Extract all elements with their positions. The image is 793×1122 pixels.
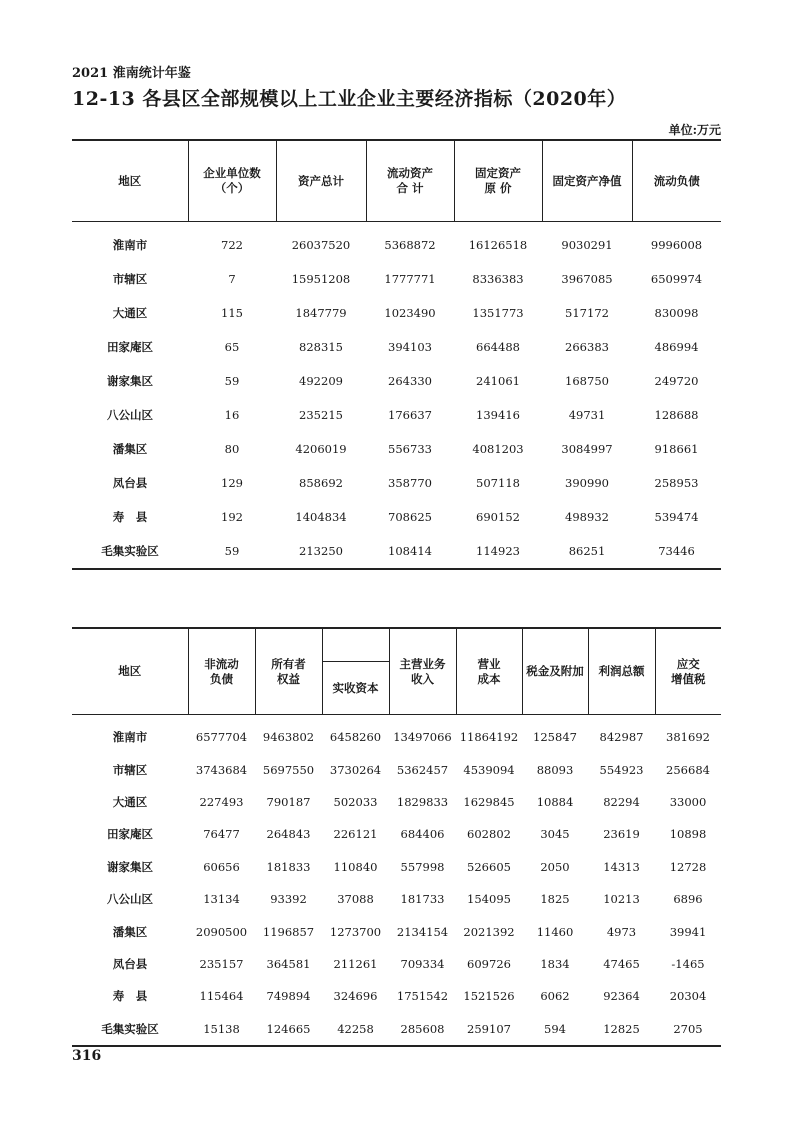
table-cell: 15138 bbox=[203, 1021, 240, 1036]
table-cell: 664488 bbox=[476, 340, 520, 354]
table-cell: 918661 bbox=[654, 442, 699, 456]
table-cell: 12728 bbox=[669, 859, 707, 874]
col-header-enterprises: 企业单位数 （个） bbox=[188, 140, 276, 222]
table-cell: 249720 bbox=[654, 374, 699, 388]
table-cell: 80 bbox=[224, 442, 240, 456]
table-cell: 10884 bbox=[536, 794, 574, 809]
table-cell: -1465 bbox=[671, 956, 705, 971]
col-header-vat: 应交 增值税 bbox=[655, 628, 721, 715]
table-row bbox=[72, 786, 721, 818]
table-row bbox=[72, 948, 721, 980]
table-cell: 59 bbox=[224, 544, 240, 558]
table-cell: 1825 bbox=[540, 892, 570, 907]
row-label: 寿 县 bbox=[112, 510, 148, 524]
table-cell: 749894 bbox=[266, 989, 311, 1004]
book-title: 2021 淮南统计年鉴 bbox=[72, 66, 191, 81]
table-cell: 2705 bbox=[673, 1021, 703, 1036]
table-cell: 722 bbox=[221, 238, 243, 252]
table-cell: 73446 bbox=[658, 544, 695, 558]
table-cell: 4539094 bbox=[463, 762, 515, 777]
row-label: 谢家集区 bbox=[107, 374, 153, 388]
table-cell: 6896 bbox=[673, 892, 703, 907]
table-row bbox=[72, 980, 721, 1012]
table-cell: 256684 bbox=[666, 762, 710, 777]
table-row bbox=[72, 753, 721, 785]
table-cell: 60656 bbox=[203, 859, 240, 874]
table-cell: 3730264 bbox=[329, 762, 382, 777]
row-label: 潘集区 bbox=[112, 442, 148, 456]
table-cell: 114923 bbox=[476, 544, 520, 558]
table-cell: 92364 bbox=[603, 989, 640, 1004]
table-row bbox=[72, 883, 721, 915]
table-cell: 5697550 bbox=[262, 762, 315, 777]
row-label: 淮南市 bbox=[112, 730, 148, 745]
table-cell: 10213 bbox=[603, 892, 640, 907]
table-cell: 1351773 bbox=[472, 306, 524, 320]
table-cell: 1751542 bbox=[396, 989, 449, 1004]
table-cell: 1629845 bbox=[463, 794, 515, 809]
col-header-current-assets: 流动资产 合 计 bbox=[366, 140, 454, 222]
table-cell: 11864192 bbox=[459, 730, 519, 745]
table-cell: 5368872 bbox=[384, 238, 436, 252]
table-cell: 6458260 bbox=[329, 730, 382, 745]
row-label: 市辖区 bbox=[112, 762, 148, 777]
table-row bbox=[72, 398, 721, 432]
table-cell: 264330 bbox=[388, 374, 432, 388]
table-cell: 16126518 bbox=[468, 238, 528, 252]
table-cell: 394103 bbox=[388, 340, 432, 354]
col-header-blank bbox=[322, 628, 389, 662]
table-cell: 26037520 bbox=[291, 238, 351, 252]
table-cell: 526605 bbox=[467, 859, 511, 874]
row-label: 毛集实验区 bbox=[101, 1021, 159, 1036]
table-row bbox=[72, 222, 721, 263]
table-cell: 37088 bbox=[337, 892, 374, 907]
table-cell: 6509974 bbox=[650, 272, 703, 286]
row-label: 田家庵区 bbox=[107, 340, 153, 354]
table-2-body bbox=[72, 715, 721, 1046]
table-row bbox=[72, 534, 721, 569]
col-header-region: 地区 bbox=[72, 628, 188, 715]
table-cell: 9996008 bbox=[650, 238, 703, 252]
table-cell: 139416 bbox=[476, 408, 520, 422]
table-cell: 115 bbox=[221, 306, 243, 320]
table-cell: 830098 bbox=[654, 306, 699, 320]
table-cell: 33000 bbox=[669, 794, 707, 809]
table-cell: 129 bbox=[221, 476, 243, 490]
col-header-net-fixed-assets: 固定资产净值 bbox=[542, 140, 632, 222]
table-cell: 6062 bbox=[540, 989, 570, 1004]
col-header-operating-cost: 营业 成本 bbox=[456, 628, 522, 715]
table-cell: 110840 bbox=[333, 859, 378, 874]
table-cell: 709334 bbox=[400, 956, 445, 971]
table-cell: 2050 bbox=[540, 859, 570, 874]
table-cell: 259107 bbox=[467, 1021, 511, 1036]
table-cell: 842987 bbox=[599, 730, 644, 745]
table-cell: 20304 bbox=[669, 989, 707, 1004]
indicators-table-2 bbox=[72, 627, 721, 1047]
col-header-total-assets: 资产总计 bbox=[276, 140, 366, 222]
table-cell: 1834 bbox=[540, 956, 570, 971]
table-cell: 539474 bbox=[654, 510, 699, 524]
table-row bbox=[72, 500, 721, 534]
table-row bbox=[72, 851, 721, 883]
table-cell: 82294 bbox=[603, 794, 640, 809]
table-cell: 609726 bbox=[467, 956, 511, 971]
table-cell: 65 bbox=[224, 340, 240, 354]
table-cell: 12825 bbox=[603, 1021, 640, 1036]
table-cell: 168750 bbox=[565, 374, 609, 388]
table-cell: 13497066 bbox=[393, 730, 452, 745]
row-label: 凤台县 bbox=[112, 956, 148, 971]
table-cell: 181733 bbox=[400, 892, 445, 907]
table-cell: 6577704 bbox=[195, 730, 248, 745]
col-header-taxes: 税金及附加 bbox=[522, 628, 588, 715]
table-row bbox=[72, 262, 721, 296]
table-cell: 684406 bbox=[400, 827, 445, 842]
row-label: 八公山区 bbox=[107, 408, 153, 422]
table-cell: 3084997 bbox=[561, 442, 613, 456]
row-label: 谢家集区 bbox=[107, 859, 153, 874]
col-header-paid-in-capital: 实收资本 bbox=[322, 662, 389, 715]
table-row bbox=[72, 466, 721, 500]
table-cell: 181833 bbox=[266, 859, 311, 874]
table-cell: 9463802 bbox=[262, 730, 315, 745]
col-header-current-liabilities: 流动负债 bbox=[632, 140, 721, 222]
table-cell: 502033 bbox=[333, 794, 378, 809]
table-cell: 5362457 bbox=[396, 762, 449, 777]
table-cell: 76477 bbox=[203, 827, 240, 842]
table-cell: 59 bbox=[224, 374, 240, 388]
table-cell: 192 bbox=[221, 510, 243, 524]
col-header-fixed-assets: 固定资产 原 价 bbox=[454, 140, 542, 222]
table-cell: 2134154 bbox=[396, 924, 449, 939]
table-cell: 4973 bbox=[606, 924, 637, 939]
table-cell: 1404834 bbox=[295, 510, 347, 524]
table-cell: 42258 bbox=[337, 1021, 374, 1036]
table-cell: 211261 bbox=[333, 956, 378, 971]
table-cell: 858692 bbox=[299, 476, 343, 490]
table-cell: 4081203 bbox=[472, 442, 524, 456]
table-cell: 3743684 bbox=[195, 762, 248, 777]
table-row bbox=[72, 818, 721, 850]
table-cell: 2021392 bbox=[463, 924, 515, 939]
table-cell: 1847779 bbox=[295, 306, 347, 320]
table-cell: 7 bbox=[228, 272, 236, 286]
table-cell: 381692 bbox=[666, 730, 710, 745]
table-cell: 507118 bbox=[476, 476, 520, 490]
table-cell: 554923 bbox=[599, 762, 644, 777]
table-cell: 708625 bbox=[388, 510, 432, 524]
row-label: 田家庵区 bbox=[107, 827, 153, 842]
table-cell: 47465 bbox=[603, 956, 640, 971]
table-cell: 557998 bbox=[400, 859, 445, 874]
table-title: 12-13 各县区全部规模以上工业企业主要经济指标（2020年） bbox=[72, 88, 627, 110]
table-cell: 49731 bbox=[568, 408, 606, 422]
table-cell: 128688 bbox=[654, 408, 699, 422]
table-cell: 1273700 bbox=[329, 924, 382, 939]
table-cell: 39941 bbox=[669, 924, 707, 939]
table-cell: 517172 bbox=[565, 306, 609, 320]
row-label: 八公山区 bbox=[107, 892, 153, 907]
table-1-header bbox=[72, 140, 721, 222]
table-row bbox=[72, 915, 721, 947]
table-row bbox=[72, 1013, 721, 1046]
table-cell: 13134 bbox=[203, 892, 240, 907]
table-cell: 14313 bbox=[603, 859, 640, 874]
table-cell: 226121 bbox=[333, 827, 378, 842]
table-cell: 9030291 bbox=[561, 238, 613, 252]
table-cell: 1023490 bbox=[384, 306, 436, 320]
table-cell: 828315 bbox=[299, 340, 343, 354]
row-label: 毛集实验区 bbox=[101, 544, 159, 558]
table-cell: 108414 bbox=[388, 544, 432, 558]
table-cell: 16 bbox=[224, 408, 240, 422]
table-cell: 241061 bbox=[476, 374, 520, 388]
table-cell: 227493 bbox=[199, 794, 244, 809]
col-header-owners-equity: 所有者 权益 bbox=[255, 628, 322, 715]
row-label: 大通区 bbox=[112, 306, 148, 320]
table-cell: 235157 bbox=[199, 956, 244, 971]
row-label: 大通区 bbox=[112, 794, 148, 809]
row-label: 寿 县 bbox=[112, 989, 148, 1004]
row-label: 淮南市 bbox=[112, 238, 148, 252]
table-cell: 364581 bbox=[266, 956, 311, 971]
table-1-body bbox=[72, 222, 721, 570]
row-label: 凤台县 bbox=[112, 476, 148, 490]
table-cell: 498932 bbox=[565, 510, 609, 524]
table-cell: 2090500 bbox=[195, 924, 248, 939]
table-cell: 213250 bbox=[299, 544, 343, 558]
table-cell: 11460 bbox=[536, 924, 574, 939]
col-header-noncurrent-liabilities: 非流动 负债 bbox=[188, 628, 255, 715]
table-cell: 86251 bbox=[568, 544, 606, 558]
table-cell: 4206019 bbox=[295, 442, 347, 456]
table-cell: 8336383 bbox=[472, 272, 524, 286]
table-2-header bbox=[72, 628, 721, 715]
table-cell: 556733 bbox=[388, 442, 432, 456]
table-cell: 154095 bbox=[467, 892, 511, 907]
table-cell: 1196857 bbox=[262, 924, 315, 939]
table-cell: 258953 bbox=[654, 476, 699, 490]
unit-label: 单位:万元 bbox=[668, 123, 721, 137]
table-cell: 125847 bbox=[533, 730, 577, 745]
table-cell: 486994 bbox=[654, 340, 699, 354]
table-row bbox=[72, 715, 721, 754]
col-header-main-revenue: 主营业务 收入 bbox=[389, 628, 456, 715]
table-cell: 492209 bbox=[299, 374, 343, 388]
table-cell: 602802 bbox=[467, 827, 511, 842]
col-header-total-profit: 利润总额 bbox=[588, 628, 655, 715]
table-cell: 1777771 bbox=[384, 272, 436, 286]
table-cell: 15951208 bbox=[291, 272, 351, 286]
table-cell: 1829833 bbox=[396, 794, 449, 809]
page-number: 316 bbox=[72, 1048, 102, 1064]
table-cell: 285608 bbox=[400, 1021, 445, 1036]
table-cell: 264843 bbox=[266, 827, 311, 842]
table-cell: 93392 bbox=[270, 892, 307, 907]
table-cell: 266383 bbox=[565, 340, 609, 354]
table-row bbox=[72, 330, 721, 364]
table-cell: 324696 bbox=[333, 989, 378, 1004]
table-cell: 790187 bbox=[266, 794, 311, 809]
row-label: 市辖区 bbox=[112, 272, 148, 286]
table-row bbox=[72, 296, 721, 330]
table-cell: 390990 bbox=[565, 476, 609, 490]
table-cell: 3045 bbox=[540, 827, 570, 842]
col-header-region: 地区 bbox=[72, 140, 188, 222]
table-cell: 235215 bbox=[299, 408, 343, 422]
indicators-table-1 bbox=[72, 139, 721, 570]
table-cell: 176637 bbox=[388, 408, 432, 422]
row-label: 潘集区 bbox=[112, 924, 148, 939]
table-row bbox=[72, 364, 721, 398]
table-cell: 88093 bbox=[536, 762, 574, 777]
table-cell: 3967085 bbox=[561, 272, 613, 286]
table-cell: 10898 bbox=[669, 827, 707, 842]
table-cell: 23619 bbox=[603, 827, 640, 842]
table-row bbox=[72, 432, 721, 466]
table-cell: 594 bbox=[544, 1021, 566, 1036]
table-cell: 115464 bbox=[199, 989, 244, 1004]
table-cell: 358770 bbox=[388, 476, 432, 490]
table-cell: 124665 bbox=[266, 1021, 311, 1036]
table-cell: 1521526 bbox=[463, 989, 515, 1004]
table-cell: 690152 bbox=[476, 510, 520, 524]
